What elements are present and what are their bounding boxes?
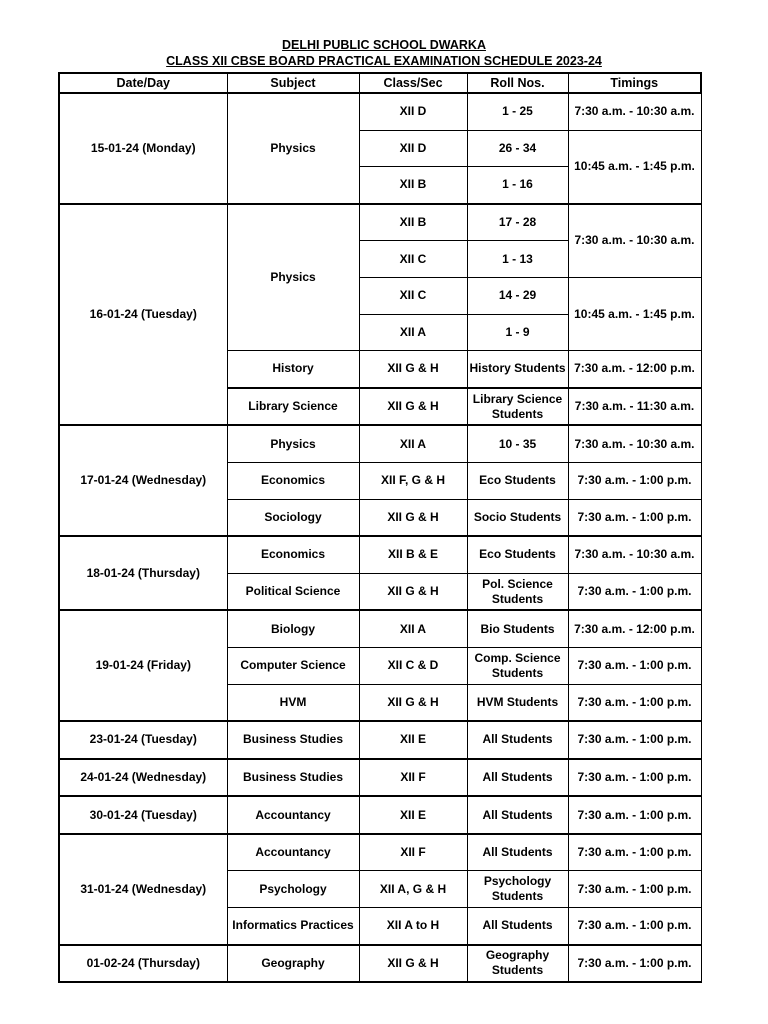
timing-cell: 7:30 a.m. - 11:30 a.m. [568, 388, 701, 426]
roll-cell: HVM Students [467, 684, 568, 721]
class-cell: XII A [359, 610, 467, 647]
roll-cell: All Students [467, 721, 568, 759]
timing-cell: 7:30 a.m. - 10:30 a.m. [568, 536, 701, 573]
table-row [59, 834, 701, 871]
date-group [59, 610, 701, 721]
timing-cell: 7:30 a.m. - 1:00 p.m. [568, 871, 701, 908]
timing-cell: 7:30 a.m. - 1:00 p.m. [568, 462, 701, 499]
class-cell: XII E [359, 796, 467, 834]
timing-cell: 7:30 a.m. - 1:00 p.m. [568, 684, 701, 721]
roll-cell: 1 - 25 [467, 93, 568, 130]
column-header-roll: Roll Nos. [467, 73, 568, 93]
timing-cell: 7:30 a.m. - 1:00 p.m. [568, 721, 701, 759]
roll-cell: Geography Students [467, 945, 568, 983]
table-row [59, 945, 701, 983]
roll-cell: All Students [467, 908, 568, 945]
subject-cell: Economics [227, 536, 359, 573]
subject-cell: Accountancy [227, 834, 359, 871]
class-cell: XII G & H [359, 945, 467, 983]
table-row [59, 610, 701, 647]
date-cell: 16-01-24 (Tuesday) [59, 204, 227, 426]
class-cell: XII F [359, 834, 467, 871]
subject-cell: Computer Science [227, 647, 359, 684]
subject-cell: Informatics Practices [227, 908, 359, 945]
timing-cell: 7:30 a.m. - 1:00 p.m. [568, 499, 701, 536]
date-group [59, 796, 701, 834]
schedule-table [58, 72, 702, 983]
roll-cell: Socio Students [467, 499, 568, 536]
class-cell: XII C [359, 277, 467, 314]
timing-cell: 10:45 a.m. - 1:45 p.m. [568, 130, 701, 204]
date-group [59, 425, 701, 536]
timing-cell: 7:30 a.m. - 1:00 p.m. [568, 573, 701, 610]
roll-cell: 1 - 16 [467, 167, 568, 204]
schedule-title: CLASS XII CBSE BOARD PRACTICAL EXAMINATION SCHEDULE 2023-24 [166, 54, 602, 68]
subject-cell: History [227, 351, 359, 388]
class-cell: XII A to H [359, 908, 467, 945]
date-group [59, 834, 701, 945]
class-cell: XII G & H [359, 351, 467, 388]
date-cell: 24-01-24 (Wednesday) [59, 759, 227, 797]
timing-cell: 7:30 a.m. - 1:00 p.m. [568, 796, 701, 834]
class-cell: XII G & H [359, 499, 467, 536]
class-cell: XII A [359, 425, 467, 462]
subject-cell: HVM [227, 684, 359, 721]
date-cell: 31-01-24 (Wednesday) [59, 834, 227, 945]
class-cell: XII D [359, 93, 467, 130]
class-cell: XII D [359, 130, 467, 167]
table-row [59, 93, 701, 130]
timing-cell: 7:30 a.m. - 1:00 p.m. [568, 834, 701, 871]
class-cell: XII B [359, 167, 467, 204]
subject-cell: Physics [227, 425, 359, 462]
timing-cell: 7:30 a.m. - 12:00 p.m. [568, 610, 701, 647]
roll-cell: Psychology Students [467, 871, 568, 908]
table-row [59, 425, 701, 462]
roll-cell: History Students [467, 351, 568, 388]
class-cell: XII C & D [359, 647, 467, 684]
date-group [59, 204, 701, 426]
subject-cell: Business Studies [227, 721, 359, 759]
table-header-row [59, 73, 701, 93]
table-row [59, 796, 701, 834]
roll-cell: All Students [467, 759, 568, 797]
table-row [59, 759, 701, 797]
class-cell: XII A [359, 314, 467, 351]
class-cell: XII B [359, 204, 467, 241]
roll-cell: Bio Students [467, 610, 568, 647]
table-row [59, 204, 701, 241]
class-cell: XII E [359, 721, 467, 759]
subject-cell: Accountancy [227, 796, 359, 834]
roll-cell: 1 - 13 [467, 241, 568, 278]
timing-cell: 7:30 a.m. - 12:00 p.m. [568, 351, 701, 388]
roll-cell: Eco Students [467, 462, 568, 499]
subject-cell: Economics [227, 462, 359, 499]
class-cell: XII F, G & H [359, 462, 467, 499]
roll-cell: Library Science Students [467, 388, 568, 426]
date-cell: 15-01-24 (Monday) [59, 93, 227, 204]
roll-cell: Comp. Science Students [467, 647, 568, 684]
subject-cell: Geography [227, 945, 359, 983]
subject-cell: Biology [227, 610, 359, 647]
timing-cell: 7:30 a.m. - 10:30 a.m. [568, 204, 701, 278]
timing-cell: 7:30 a.m. - 1:00 p.m. [568, 945, 701, 983]
subject-cell: Business Studies [227, 759, 359, 797]
class-cell: XII F [359, 759, 467, 797]
date-group [59, 93, 701, 204]
timing-cell: 7:30 a.m. - 10:30 a.m. [568, 93, 701, 130]
roll-cell: 1 - 9 [467, 314, 568, 351]
class-cell: XII G & H [359, 573, 467, 610]
roll-cell: 26 - 34 [467, 130, 568, 167]
class-cell: XII B & E [359, 536, 467, 573]
date-cell: 30-01-24 (Tuesday) [59, 796, 227, 834]
roll-cell: All Students [467, 796, 568, 834]
subject-cell: Physics [227, 204, 359, 351]
date-cell: 17-01-24 (Wednesday) [59, 425, 227, 536]
class-cell: XII C [359, 241, 467, 278]
class-cell: XII G & H [359, 684, 467, 721]
date-group [59, 945, 701, 983]
date-cell: 19-01-24 (Friday) [59, 610, 227, 721]
subject-cell: Physics [227, 93, 359, 204]
date-group [59, 759, 701, 797]
school-name: DELHI PUBLIC SCHOOL DWARKA [282, 38, 486, 52]
column-header-date: Date/Day [59, 73, 227, 93]
timing-cell: 10:45 a.m. - 1:45 p.m. [568, 277, 701, 350]
table-row [59, 536, 701, 573]
subject-cell: Library Science [227, 388, 359, 426]
column-header-timings: Timings [568, 73, 701, 93]
subject-cell: Psychology [227, 871, 359, 908]
timing-cell: 7:30 a.m. - 1:00 p.m. [568, 759, 701, 797]
roll-cell: 17 - 28 [467, 204, 568, 241]
table-row [59, 721, 701, 759]
column-header-class: Class/Sec [359, 73, 467, 93]
roll-cell: All Students [467, 834, 568, 871]
class-cell: XII A, G & H [359, 871, 467, 908]
subject-cell: Political Science [227, 573, 359, 610]
roll-cell: 14 - 29 [467, 277, 568, 314]
date-group [59, 536, 701, 610]
roll-cell: Pol. Science Students [467, 573, 568, 610]
class-cell: XII G & H [359, 388, 467, 426]
column-header-subject: Subject [227, 73, 359, 93]
roll-cell: Eco Students [467, 536, 568, 573]
timing-cell: 7:30 a.m. - 10:30 a.m. [568, 425, 701, 462]
date-group [59, 721, 701, 759]
timing-cell: 7:30 a.m. - 1:00 p.m. [568, 647, 701, 684]
date-cell: 18-01-24 (Thursday) [59, 536, 227, 610]
timing-cell: 7:30 a.m. - 1:00 p.m. [568, 908, 701, 945]
date-cell: 23-01-24 (Tuesday) [59, 721, 227, 759]
subject-cell: Sociology [227, 499, 359, 536]
date-cell: 01-02-24 (Thursday) [59, 945, 227, 983]
roll-cell: 10 - 35 [467, 425, 568, 462]
